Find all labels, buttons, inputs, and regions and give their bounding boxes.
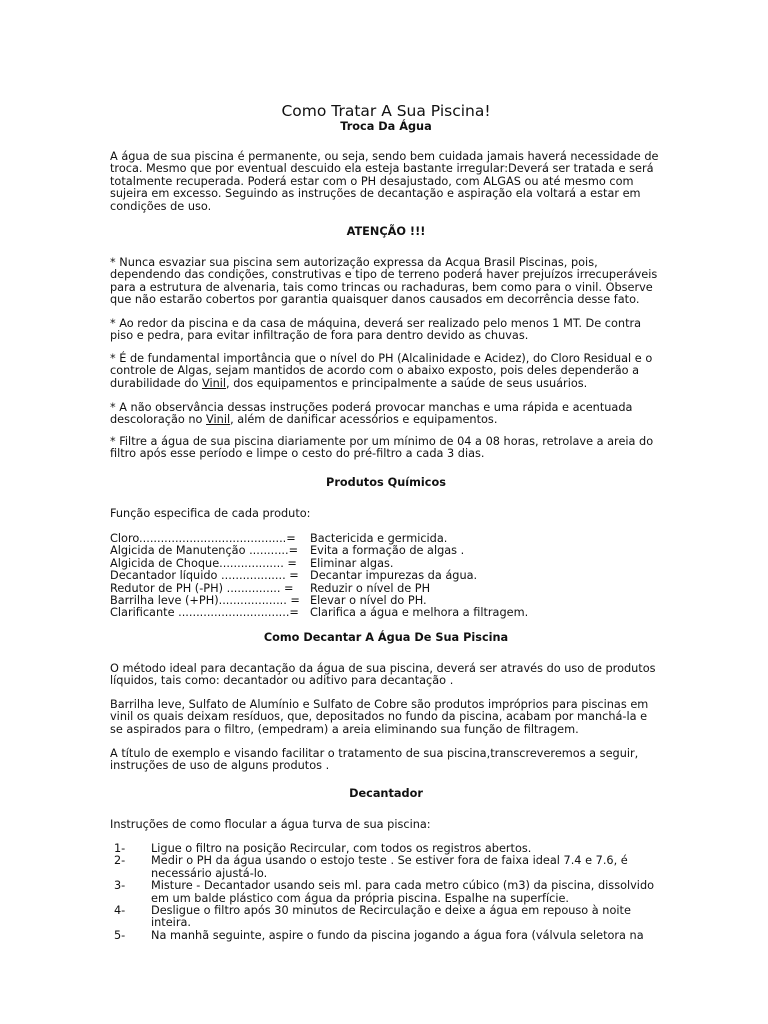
list-item: Decantador líquido .................. = Decantar impurezas da água. <box>110 569 478 583</box>
section-heading-atencao: ATENÇÃO !!! <box>346 225 426 238</box>
decant-paragraph-1: O método ideal para decantação da água de sua piscina, deverá ser através do uso de produtos líquidos, tais como: decantador ou aditivo para decantação . <box>110 662 656 688</box>
list-item: Algicida de Choque.................. = Eliminar algas. <box>110 556 394 570</box>
section-heading-troca: Troca Da Água <box>340 120 432 133</box>
list-item: 1- Ligue o filtro na posição Recircular, com todos os registros abertos. <box>114 842 532 855</box>
document-title: Como Tratar A Sua Piscina! <box>281 102 491 120</box>
decantador-intro: Instruções de como flocular a água turva de sua piscina: <box>110 818 431 831</box>
list-item: 2- Medir o PH da água usando o estojo teste . Se estiver fora de faixa ideal 7.4 e 7.6, é necessário ajustá-lo. <box>114 854 628 880</box>
attention-paragraph-5: * Filtre a água de sua piscina diariamente por um mínimo de 04 a 08 horas, retrolave a areia do filtro após esse período e limpe o cesto do pré-filtro a cada 3 dias. <box>110 435 654 461</box>
list-item: Clarificante ...............................= Clarifica a água e melhora a filtragem. <box>110 606 529 620</box>
list-item: Algicida de Manutenção ...........= Evita a formação de algas . <box>110 544 465 558</box>
list-item: Redutor de PH (-PH) ............... = Reduzir o nível de PH <box>110 581 431 595</box>
attention-paragraph-1: * Nunca esvaziar sua piscina sem autorização expressa da Acqua Brasil Piscinas, pois, dependendo das condições, construtivas e tipo de terreno poderá haver prejuízos irrecuperáveis para a estrutura de alvenaria, tais como trincas ou rachaduras, bem como para o vinil. Observe que não estarão cobertos por garantia quaisquer danos causados em decorrência desse fato. <box>110 256 658 307</box>
decant-paragraph-3: A título de exemplo e visando facilitar o tratamento de sua piscina,transcreveremos a seguir, instruções de uso de alguns produtos . <box>110 747 639 773</box>
vinil-link[interactable]: Vinil <box>206 413 231 427</box>
list-item: 3- Misture - Decantador usando seis ml. para cada metro cúbico (m3) da piscina, dissolvido em um balde plástico com água da própria piscina. Espalhe na superfície. <box>114 879 655 905</box>
attention-paragraph-4: * A não observância dessas instruções poderá provocar manchas e uma rápida e acentuada descoloração no Vinil, além de danificar acessórios e equipamentos. <box>110 401 633 427</box>
attention-paragraph-3: * É de fundamental importância que o nível do PH (Alcalinidade e Acidez), do Cloro Residual e o controle de Algas, sejam mantidos de acordo com o abaixo exposto, pois deles dependerão a durabilidade do Vinil, dos equipamentos e principalmente a saúde de seus usuários. <box>110 352 653 390</box>
decant-paragraph-2: Barrilha leve, Sulfato de Alumínio e Sulfato de Cobre são produtos impróprios para piscinas em vinil os quais deixam resíduos, que, depositados no fundo da piscina, acabam por manchá-la e se aspirados para o filtro, (empedram) a areia eliminando sua função de filtragem. <box>110 698 649 736</box>
list-item: Cloro.........................................= Bactericida e germicida. <box>110 532 448 545</box>
list-item: 4- Desligue o filtro após 30 minutos de Recirculação e deixe a água em repouso à noite inteira. <box>114 904 631 930</box>
attention-paragraph-2: * Ao redor da piscina e da casa de máquina, deverá ser realizado pelo menos 1 MT. De contra piso e pedra, para evitar infiltração de fora para dentro devido as chuvas. <box>110 317 642 343</box>
section-heading-produtos: Produtos Químicos <box>326 476 446 489</box>
list-item: Barrilha leve (+PH)................... = Elevar o nível do PH. <box>110 594 427 608</box>
decantador-steps <box>110 843 662 942</box>
intro-paragraph: A água de sua piscina é permanente, ou seja, sendo bem cuidada jamais haverá necessidade de troca. Mesmo que por eventual descuido ela esteja bastante irregular:Deverá ser tratada e será totalmente recuperada. Poderá estar com o PH desajustado, com ALGAS ou até mesmo com sujeira em excesso. Seguindo as instruções de decantação e aspiração ela voltará a estar em condições de uso. <box>110 150 659 213</box>
section-heading-decantador: Decantador <box>349 787 423 800</box>
vinil-link[interactable]: Vinil <box>201 376 227 390</box>
chemicals-intro: Função especifica de cada produto: <box>110 507 311 520</box>
section-heading-decantar: Como Decantar A Água De Sua Piscina <box>263 631 509 644</box>
list-item: 5- Na manhã seguinte, aspire o fundo da piscina jogando a água fora (válvula seletora na <box>114 928 644 942</box>
chemicals-list <box>110 533 662 620</box>
